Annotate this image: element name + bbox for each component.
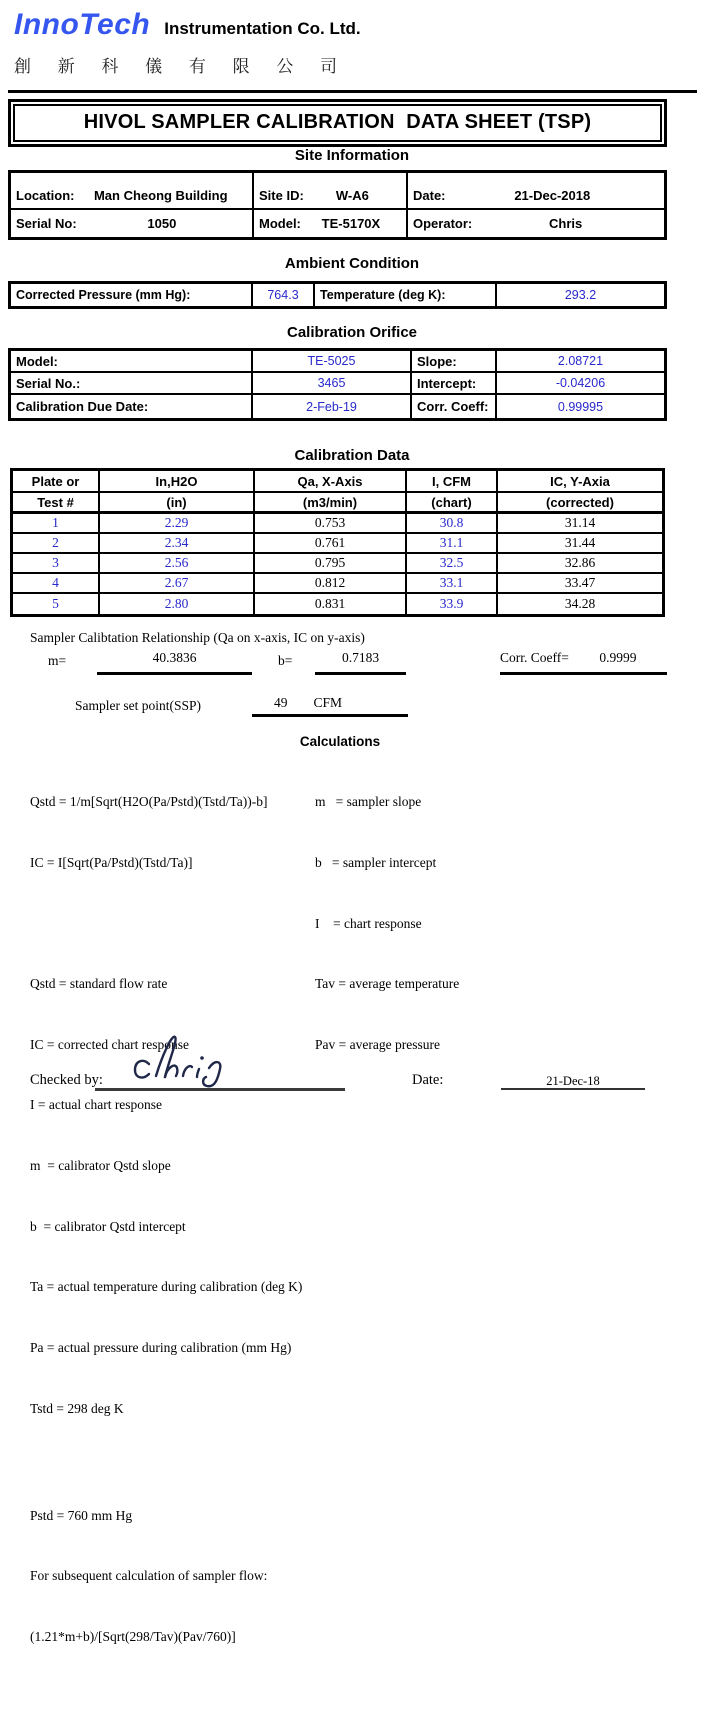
table-cell: 2	[13, 534, 100, 554]
corr-coeff-group	[500, 650, 667, 675]
column-header: In,H2O	[100, 471, 255, 493]
corr-coeff-label: Corr. Coeff=	[500, 650, 569, 665]
definition-line: b = calibrator Qstd intercept	[30, 1218, 186, 1234]
field-value: 764.3	[267, 288, 299, 302]
field-value: TE-5170X	[321, 216, 381, 231]
table-cell: 1	[13, 514, 100, 534]
m-label: m=	[48, 653, 67, 668]
ambient-cell	[315, 284, 497, 306]
ambient-cell	[253, 284, 315, 306]
definition-line: m = calibrator Qstd slope	[30, 1158, 171, 1174]
table-cell: 0.831	[255, 594, 407, 614]
note-line: (1.21*m+b)/[Sqrt(298/Tav)(Pav/760)]	[30, 1628, 236, 1644]
table-cell: 2.29	[100, 514, 255, 534]
table-cell: 33.9	[407, 594, 498, 614]
section-heading-ambient-condition: Ambient Condition	[284, 255, 420, 272]
table-cell: 33.1	[407, 574, 498, 594]
field-label: Slope:	[417, 353, 457, 369]
orifice-cell	[11, 395, 253, 418]
company-name-chinese: 創 新 科 儀 有 限 公 司	[14, 57, 349, 76]
field-value: TE-5025	[307, 354, 356, 368]
field-value: Chris	[549, 216, 583, 231]
field-value: 293.2	[564, 288, 597, 302]
field-value: W-A6	[335, 188, 369, 203]
field-value: Man Cheong Building	[93, 188, 228, 203]
table-cell: 0.812	[255, 574, 407, 594]
title-box	[8, 99, 667, 147]
header-rule	[8, 90, 697, 93]
date-value: 21-Dec-18	[546, 1074, 600, 1088]
section-heading-calibration-orifice: Calibration Orifice	[286, 324, 418, 341]
formula-line: Qstd = 1/m[Sqrt(H2O(Pa/Pstd)(Tstd/Ta))-b]	[30, 794, 268, 810]
field-value: 1050	[147, 216, 177, 231]
field-label: Model:	[259, 216, 301, 231]
table-cell: 3	[13, 554, 100, 574]
signature-block	[0, 1028, 704, 1118]
table-cell: 30.8	[407, 514, 498, 534]
calibration-orifice-table	[8, 348, 667, 421]
definition-line: Pav = average pressure	[315, 1036, 440, 1052]
orifice-cell	[253, 351, 412, 373]
table-cell: 32.5	[407, 554, 498, 574]
orifice-cell	[412, 395, 497, 418]
formula-line: IC = I[Sqrt(Pa/Pstd)(Tstd/Ta)]	[30, 855, 193, 871]
site-info-cell	[11, 210, 254, 237]
orifice-cell	[497, 351, 664, 373]
orifice-cell	[253, 373, 412, 395]
orifice-cell	[11, 373, 253, 395]
table-cell: 33.47	[498, 574, 662, 594]
definition-line: Ta = actual temperature during calibration (deg K)	[30, 1279, 303, 1295]
table-cell: 31.14	[498, 514, 662, 534]
section-heading-site-information: Site Information	[294, 147, 410, 164]
field-value: 3465	[317, 376, 346, 390]
notes-block	[30, 1465, 302, 1687]
company-header	[14, 8, 361, 42]
site-info-cell	[254, 210, 408, 237]
calibration-data-table	[10, 468, 665, 617]
orifice-cell	[412, 351, 497, 373]
ssp-value: 49	[274, 695, 288, 710]
field-label: Site ID:	[259, 188, 304, 203]
section-heading-calibration-data: Calibration Data	[294, 447, 410, 464]
ssp-label: Sampler set point(SSP)	[75, 698, 202, 713]
field-value: 21-Dec-2018	[514, 188, 591, 203]
definition-line: I = actual chart response	[30, 1097, 163, 1113]
table-cell: 5	[13, 594, 100, 614]
date-line	[501, 1088, 645, 1090]
b-value: 0.7183	[315, 650, 406, 675]
checked-by-label: Checked by:	[30, 1072, 103, 1088]
column-header: IC, Y-Axia	[498, 471, 662, 493]
section-heading-calculations: Calculations	[299, 734, 381, 749]
field-label: Operator:	[413, 216, 473, 231]
field-label: Temperature (deg K):	[320, 288, 446, 302]
field-value: -0.04206	[555, 376, 606, 390]
orifice-cell	[412, 373, 497, 395]
table-cell: 34.28	[564, 596, 596, 611]
site-info-cell	[11, 173, 254, 210]
company-name: Instrumentation Co. Ltd.	[164, 19, 361, 38]
column-header: Plate or	[13, 471, 100, 493]
site-info-table	[8, 170, 667, 240]
date-label: Date:	[412, 1072, 444, 1088]
field-label: Serial No:	[16, 216, 77, 231]
ambient-cell	[497, 284, 664, 306]
table-cell: 0.761	[255, 534, 407, 554]
ssp-unit: CFM	[313, 695, 343, 710]
field-label: Model:	[16, 353, 58, 369]
definition-line: b = sampler intercept	[315, 855, 437, 871]
column-subheader: (chart)	[407, 493, 498, 514]
ambient-condition-table	[8, 281, 667, 309]
field-label: Calibration Due Date:	[16, 399, 149, 414]
site-info-cell	[408, 173, 664, 210]
ambient-cell	[11, 284, 253, 306]
table-cell: 31.1	[407, 534, 498, 554]
table-cell: 4	[13, 574, 100, 594]
definition-line: Pa = actual pressure during calibration (mm Hg)	[30, 1339, 292, 1355]
company-logo: InnoTech	[14, 8, 151, 41]
b-label: b=	[278, 653, 293, 668]
table-cell: 0.795	[255, 554, 407, 574]
calculations-left-column	[30, 752, 302, 1728]
note-line: Pstd = 760 mm Hg	[30, 1507, 133, 1523]
site-info-cell	[254, 173, 408, 210]
definition-line: I = chart response	[315, 915, 422, 931]
column-header: Qa, X-Axis	[255, 471, 407, 493]
relationship-values-row	[0, 650, 704, 676]
table-cell: 2.67	[100, 574, 255, 594]
field-label: Location:	[16, 188, 75, 203]
table-cell: 2.80	[100, 594, 255, 614]
field-label: Date:	[413, 188, 446, 203]
column-header: I, CFM	[407, 471, 498, 493]
field-label: Serial No.:	[16, 375, 81, 391]
m-value: 40.3836	[97, 650, 252, 675]
column-subheader: (in)	[100, 493, 255, 514]
definition-line: Tstd = 298 deg K	[30, 1400, 124, 1416]
orifice-cell	[253, 395, 412, 418]
table-cell: 2.34	[100, 534, 255, 554]
field-value: 2.08721	[557, 354, 604, 368]
orifice-cell	[497, 373, 664, 395]
field-label: Corrected Pressure (mm Hg):	[16, 288, 191, 302]
column-subheader: Test #	[13, 493, 100, 514]
checked-by-line	[95, 1088, 345, 1091]
signature-handwriting	[125, 1028, 275, 1092]
column-subheader: (m3/min)	[255, 493, 407, 514]
definition-line: m = sampler slope	[315, 794, 422, 810]
table-cell: 31.44	[498, 534, 662, 554]
corr-coeff-value: 0.9999	[599, 650, 637, 665]
field-label: Corr. Coeff:	[417, 399, 489, 414]
relationship-heading: Sampler Calibtation Relationship (Qa on x-axis, IC on y-axis)	[30, 630, 365, 645]
field-label: Intercept:	[417, 375, 477, 391]
orifice-cell	[497, 395, 664, 418]
definition-line: Qstd = standard flow rate	[30, 976, 168, 992]
field-value: 2-Feb-19	[306, 399, 357, 414]
table-cell: 2.56	[100, 554, 255, 574]
column-subheader: (corrected)	[498, 493, 662, 514]
definition-line: IC = corrected chart response	[30, 1036, 190, 1052]
page-title: HIVOL SAMPLER CALIBRATION DATA SHEET (TSP)	[13, 104, 662, 142]
table-cell: 0.753	[255, 514, 407, 534]
note-line: For subsequent calculation of sampler flow:	[30, 1568, 268, 1584]
ssp-value-group	[252, 695, 408, 717]
field-value: 0.99995	[557, 399, 604, 414]
sampler-set-point-row	[0, 695, 704, 721]
orifice-cell	[11, 351, 253, 373]
table-cell: 32.86	[498, 554, 662, 574]
site-info-cell	[408, 210, 664, 237]
definition-line: Tav = average temperature	[315, 976, 460, 992]
spacer-line	[30, 914, 302, 934]
